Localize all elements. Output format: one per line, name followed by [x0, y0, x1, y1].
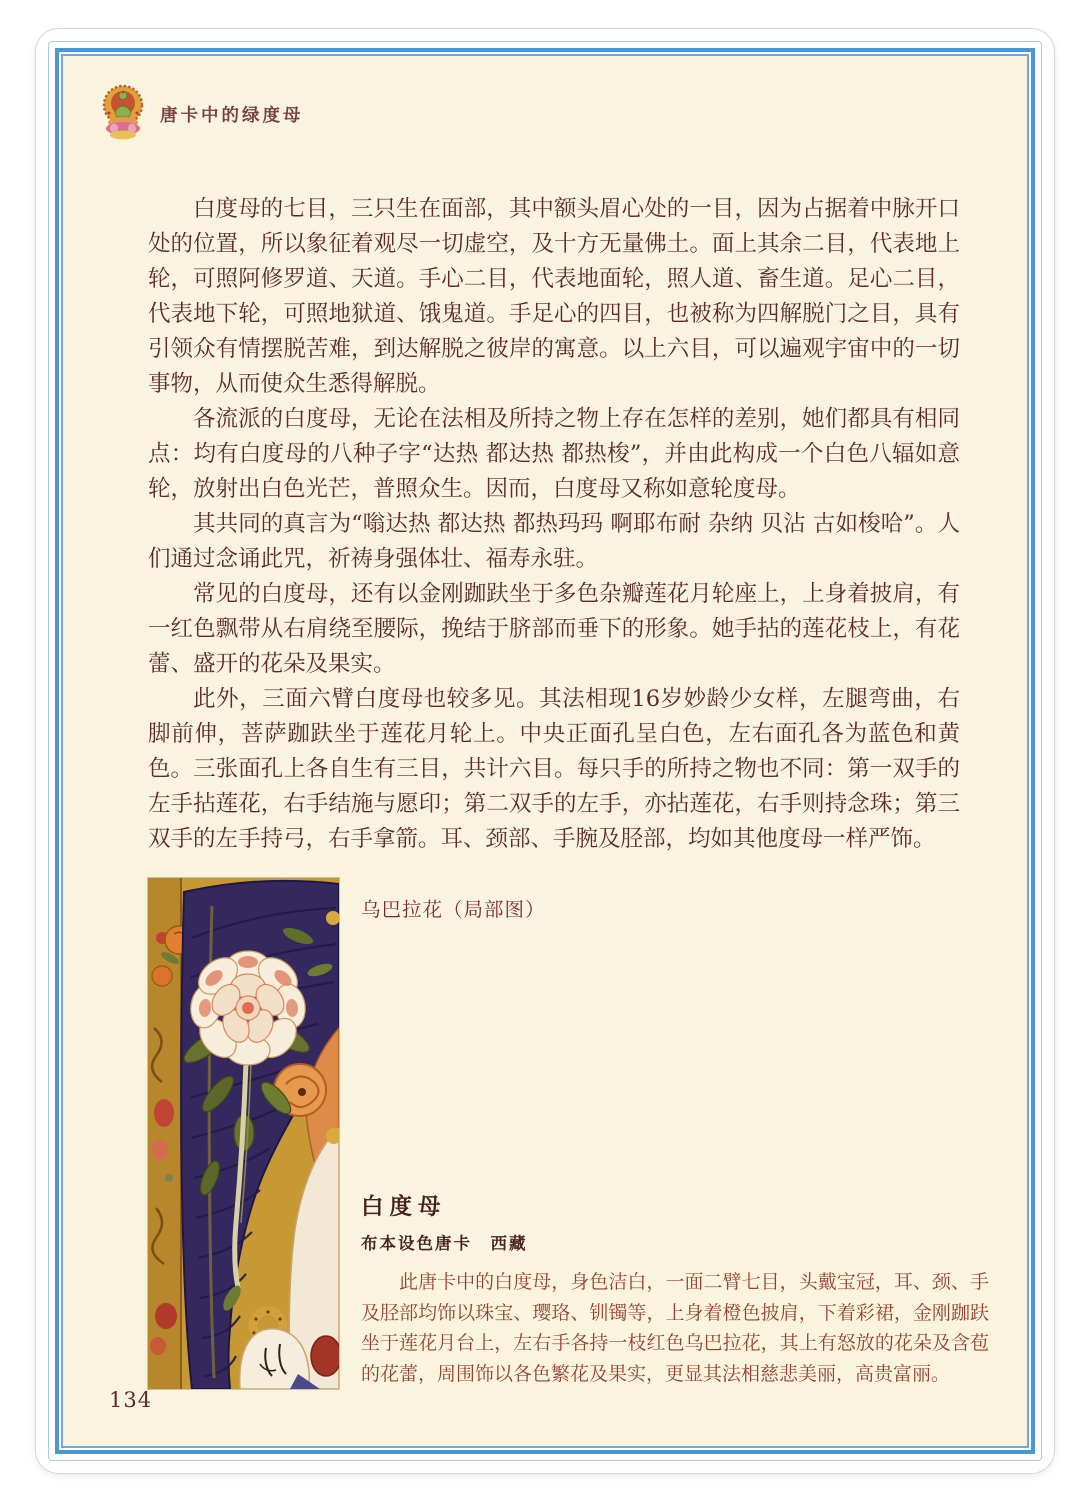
paragraph: 常见的白度母，还有以金刚跏趺坐于多色杂瓣莲花月轮座上，上身着披肩，有一红色飘带从右肩绕至腰际，挽结于脐部而垂下的形象。她手拈的莲花枝上，有花蕾、盛开的花朵及果实。	[148, 581, 960, 677]
page-card	[35, 28, 1055, 1474]
info-block	[361, 1189, 989, 1389]
page-content	[63, 56, 1027, 1446]
paragraph: 各流派的白度母，无论在法相及所持之物上存在怎样的差别，她们都具有相同点：均有白度母的八种子字“达热 都达热 都热梭”，并由此构成一个白色八辐如意轮，放射出白色光芒，普照众生。因而，白度母又称如意轮度母。	[148, 406, 960, 502]
running-header	[99, 83, 304, 145]
green-tara-emblem-icon	[99, 83, 147, 145]
paragraph: 白度母的七目，三只生在面部，其中额头眉心处的一目，因为占据着中脉开口处的位置，所以象征着观尽一切虚空，及十方无量佛土。面上其余二目，代表地上轮，可照阿修罗道、天道。手心二目，代表地面轮，照人道、畜生道。足心二目，代表地下轮，可照地狱道、饿鬼道。手足心的四目，也被称为四解脱门之目，具有引领众有情摆脱苦难，到达解脱之彼岸的寓意。以上六目，可以遍观宇宙中的一切事物，从而使众生悉得解脱。	[148, 196, 960, 397]
figure-side-column	[361, 878, 989, 1389]
paragraph: 此外，三面六臂白度母也较多见。其法相现16岁妙龄少女样，左腿弯曲，右脚前伸，菩萨跏趺坐于莲花月轮上。中央正面孔呈白色，左右面孔各为蓝色和黄色。三张面孔上各自生有三目，共计六目。每只手的所持之物也不同：第一双手的左手拈莲花，右手结施与愿印；第二双手的左手，亦拈莲花，右手则持念珠；第三双手的左手持弓，右手拿箭。耳、颈部、手腕及胫部，均如其他度母一样严饰。	[148, 686, 960, 852]
info-title: 白度母	[361, 1194, 447, 1220]
body-text	[148, 192, 960, 857]
page-number: 134	[109, 1388, 153, 1412]
paragraph: 其共同的真言为“嗡达热 都达热 都热玛玛 啊耶布耐 杂纳 贝沾 古如梭哈”。人们通过念诵此咒，祈祷身强体壮、福寿永驻。	[148, 511, 960, 572]
figure-caption: 乌巴拉花（局部图）	[361, 898, 546, 921]
book-title: 唐卡中的绿度母	[160, 105, 304, 126]
white-tara-thangka-detail-image	[148, 878, 339, 1389]
info-subtitle: 布本设色唐卡 西藏	[361, 1234, 528, 1253]
info-description: 此唐卡中的白度母，身色洁白，一面二臂七目，头戴宝冠，耳、颈、手及胫部均饰以珠宝、璎珞、钏镯等，上身着橙色披肩，下着彩裙，金刚跏趺坐于莲花月台上，左右手各持一枝红色乌巴拉花，其上有怒放的花朵及含苞的花蕾，周围饰以各色繁花及果实，更显其法相慈悲美丽，高贵富丽。	[361, 1271, 989, 1385]
